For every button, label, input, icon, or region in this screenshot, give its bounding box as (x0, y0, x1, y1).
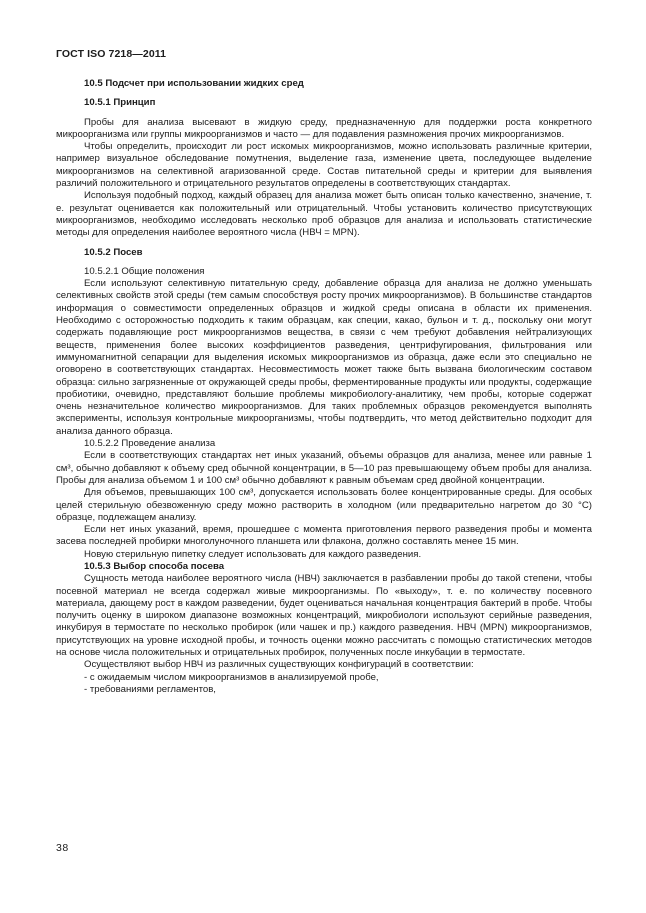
paragraph: Пробы для анализа высевают в жидкую среду, предназначенную для поддержки роста конкретного микроорганизма или группы микроорганизмов и часто — для подавления размножения прочих микроорганизмов. (56, 116, 592, 140)
paragraph: Новую стерильную пипетку следует использовать для каждого разведения. (84, 548, 422, 560)
heading-10-5-1: 10.5.1 Принцип (84, 97, 156, 109)
heading-10-5-3: 10.5.3 Выбор способа посева (84, 560, 225, 572)
paragraph: Если в соответствующих стандартах нет иных указаний, объемы образцов для анализа, менее или равные 1 см³, обычно добавляют к объему сред обычной концентрации, в 5—10 раз превышающему объем пробы для анализа. Пробы для анализа объемом 1 и 100 см³ обычно добавляют к равным объемам сред двойной концентрации. (56, 450, 592, 486)
document-header: ГОСТ ISO 7218—2011 (56, 48, 167, 60)
paragraph: Для объемов, превышающих 100 см³, допускается использовать более концентрированные среды. Для особых целей стерильную обезвоженную среду можно растворить в холодном (или предварительно нагретом до 30 °C) образце, подлежащем анализу. (56, 487, 592, 523)
paragraph: Если нет иных указаний, время, прошедшее с момента приготовления первого разведения пробы и момента засева последней пробирки многолуночного планшета или флакона, должно составлять менее 15 мин. (56, 524, 592, 548)
list-item: - с ожидаемым числом микроорганизмов в анализируемой пробе, (84, 671, 379, 683)
list-item: - требованиями регламентов, (84, 683, 216, 695)
heading-10-5: 10.5 Подсчет при использовании жидких сред (84, 78, 304, 89)
heading-10-5-2: 10.5.2 Посев (84, 246, 143, 258)
paragraph: Используя подобный подход, каждый образец для анализа может быть описан только качественно, значение, т. е. результат оценивается как положительный или отрицательный. Чтобы установить количество присутствующих микроорганизмов, необходимо исследовать несколько проб образцов для анализа и использовать статистические методы для определения наиболее вероятного числа (НВЧ = MPN). (56, 190, 592, 239)
paragraph: Сущность метода наиболее вероятного числа (НВЧ) заключается в разбавлении пробы до такой степени, чтобы посевной материал не всегда содержал живые микроорганизмы. По «выходу», т. е. по количеству посевного материала, дающему рост в каждом разведении, будет оцениваться начальная концентрация бактерий в пробе. Чтобы получить оценку в широком диапазоне возможных концентраций, микробиологи используют серийные разведения, инкубируя в термостате по несколько пробирок (или чашек и пр.) каждого разведения. НВЧ (MPN) микроорганизмов, присутствующих на уровне исходной пробы, и точность оценки можно рассчитать с помощью статистических методов на основе числа положительных и отрицательных пробирок, полученных после инкубации в термостате. (56, 573, 592, 659)
page-number: 38 (56, 842, 69, 854)
paragraph: Осуществляют выбор НВЧ из различных существующих конфигураций в соответствии: (84, 659, 474, 671)
document-body (56, 78, 592, 696)
subheading-10-5-2-2: 10.5.2.2 Проведение анализа (84, 438, 216, 450)
subheading-10-5-2-1: 10.5.2.1 Общие положения (84, 265, 205, 277)
paragraph: Чтобы определить, происходит ли рост искомых микроорганизмов, можно использовать различные критерии, например визуальное обследование помутнения, выделение газа, изменение цвета, последующее выделение микроорганизмов на селективной агаризованной среде. Состав питательной среды и критерии для выявления различий положительного и отрицательного результатов определены в соответствующих стандартах. (56, 141, 592, 190)
paragraph: Если используют селективную питательную среду, добавление образца для анализа не должно уменьшать селективных свойств этой среды (тем самым способствуя росту прочих микроорганизмов). В большинстве стандартов информация о совместимости определенных образцов и жидкой среды описана в области их применения. Необходимо с осторожностью подходить к таким образцам, как специи, какао, бульон и т. д., поскольку они могут содержать подавляющие рост микроорганизмов вещества, в связи с чем требуют добавления нейтрализующих веществ, применения более высоких коэффициентов разведения, центрифугирования, фильтрования или иммуномагнитной сепарации для выделения искомых микроорганизмов из образца, даже если это специально не оговорено в соответствующих стандартах. Несовместимость может также быть вызвана биологическим составом образца: сильно загрязненные от окружающей среды пробы, ферментированные продукты или продукты, содержащие пробиотики, очевидно, представляют большие проблемы микробиологу-аналитику, чем пробы, которые содержат очень незначительное количество микроорганизмов. Для таких проблемных образцов рекомендуется выполнять эксперименты, используя контрольные микроорганизмы, чтобы подтвердить, что метод действительно подходит для анализа данного образца. (56, 278, 592, 437)
